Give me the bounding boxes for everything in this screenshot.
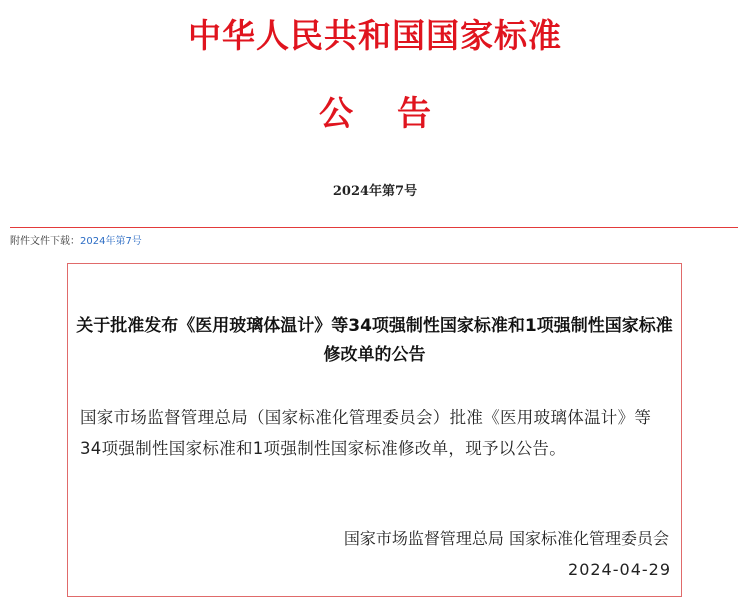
notice-title: 关于批准发布《医用玻璃体温计》等34项强制性国家标准和1项强制性国家标准修改单的公告 [76, 316, 673, 365]
announcement-heading: 公告 [319, 94, 475, 134]
notice-date: 2024-04-29 [568, 560, 671, 579]
standard-header-title: 中华人民共和国国家标准 [188, 16, 562, 55]
red-divider [10, 227, 738, 228]
attachment-download [10, 232, 142, 247]
notice-box [67, 263, 682, 597]
attachment-link[interactable]: 2024年第7号 [80, 236, 142, 247]
notice-body: 国家市场监督管理总局（国家标准化管理委员会）批准《医用玻璃体温计》等34项强制性国家标准和1项强制性国家标准修改单，现予以公告。 [80, 408, 652, 458]
signatory: 国家市场监督管理总局 国家标准化管理委员会 [343, 529, 669, 548]
issue-number: 2024年第7号 [332, 184, 418, 199]
attachment-label: 附件文件下载： [10, 236, 80, 247]
